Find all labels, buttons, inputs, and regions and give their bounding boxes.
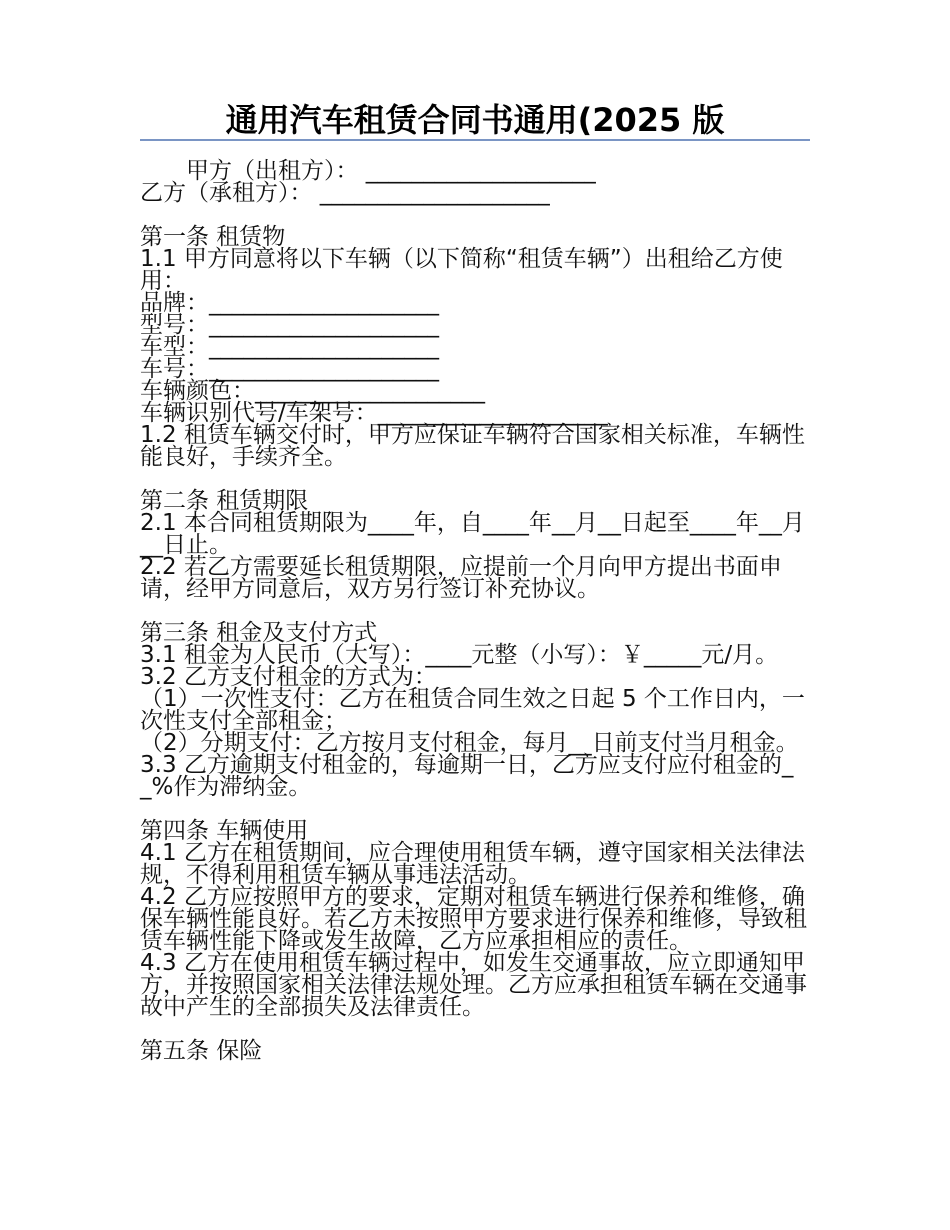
field-vehicle-type: 车型：____________________ (140, 334, 439, 360)
clause-paragraph: 1.1 甲方同意将以下车辆（以下简称“租赁车辆”）出租给乙方使用： (140, 246, 783, 294)
contract-body (140, 160, 810, 1062)
clause-paragraph: 3.2 乙方支付租金的方式为： (140, 664, 437, 690)
field-brand: 品牌：____________________ (140, 290, 439, 316)
clause-paragraph: 4.3 乙方在使用租赁车辆过程中，如发生交通事故，应立即通知甲方，并按照国家相关法律法规处理。乙方应承担租赁车辆在交通事故中产生的全部损失及法律责任。 (140, 950, 807, 1020)
document-title: 通用汽车租赁合同书通用(2025 版 (225, 101, 725, 139)
clause-paragraph: 3.3 乙方逾期支付租金的，每逾期一日，乙方应支付应付租金的__%作为滞纳金。 (140, 752, 794, 800)
section-heading: 第四条 车辆使用 (140, 818, 309, 844)
spacer (140, 1018, 810, 1040)
spacer (140, 468, 810, 490)
clause-paragraph: 4.2 乙方应按照甲方的要求，定期对租赁车辆进行保养和维修，确保车辆性能良好。若乙方未按照甲方要求进行保养和维修，导致租赁车辆性能下降或发生故障，乙方应承担相应的责任。 (140, 884, 807, 954)
clause-paragraph: 2.2 若乙方需要延长租赁期限，应提前一个月向甲方提出书面申请，经甲方同意后，双方另行签订补充协议。 (140, 554, 782, 602)
clause-paragraph: （1）一次性支付：乙方在租赁合同生效之日起 5 个工作日内，一次性支付全部租金； (140, 686, 805, 734)
clause-paragraph: 3.1 租金为人民币（大写）：____元整（小写）：￥_____元/月。 (140, 642, 779, 668)
party-b-line: 乙方（承租方）： ____________________ (140, 180, 550, 206)
section-heading: 第一条 租赁物 (140, 224, 286, 250)
section-heading: 第二条 租赁期限 (140, 488, 309, 514)
clause-paragraph: （2）分期支付：乙方按月支付租金，每月__日前支付当月租金。 (140, 730, 799, 756)
spacer (140, 798, 810, 820)
field-plate-number: 车号：____________________ (140, 356, 439, 382)
field-model: 型号：____________________ (140, 312, 439, 338)
spacer (140, 204, 810, 226)
field-vin: 车辆识别代号/车架号：____________________ (140, 400, 608, 426)
title-divider (140, 139, 810, 141)
section-heading: 第三条 租金及支付方式 (140, 620, 378, 646)
clause-paragraph: 2.1 本合同租赁期限为____年，自____年__月__日起至____年__月__日止。 (140, 510, 805, 558)
field-vehicle-color: 车辆颜色：____________________ (140, 378, 485, 404)
spacer (140, 600, 810, 622)
section-heading: 第五条 保险 (140, 1038, 263, 1064)
clause-paragraph: 4.1 乙方在租赁期间，应合理使用租赁车辆，遵守国家相关法律法规，不得利用租赁车辆从事违法活动。 (140, 840, 805, 888)
clause-paragraph: 1.2 租赁车辆交付时，甲方应保证车辆符合国家相关标准，车辆性能良好，手续齐全。 (140, 422, 805, 470)
party-a-line: 甲方（出租方）： ____________________ (186, 158, 596, 184)
